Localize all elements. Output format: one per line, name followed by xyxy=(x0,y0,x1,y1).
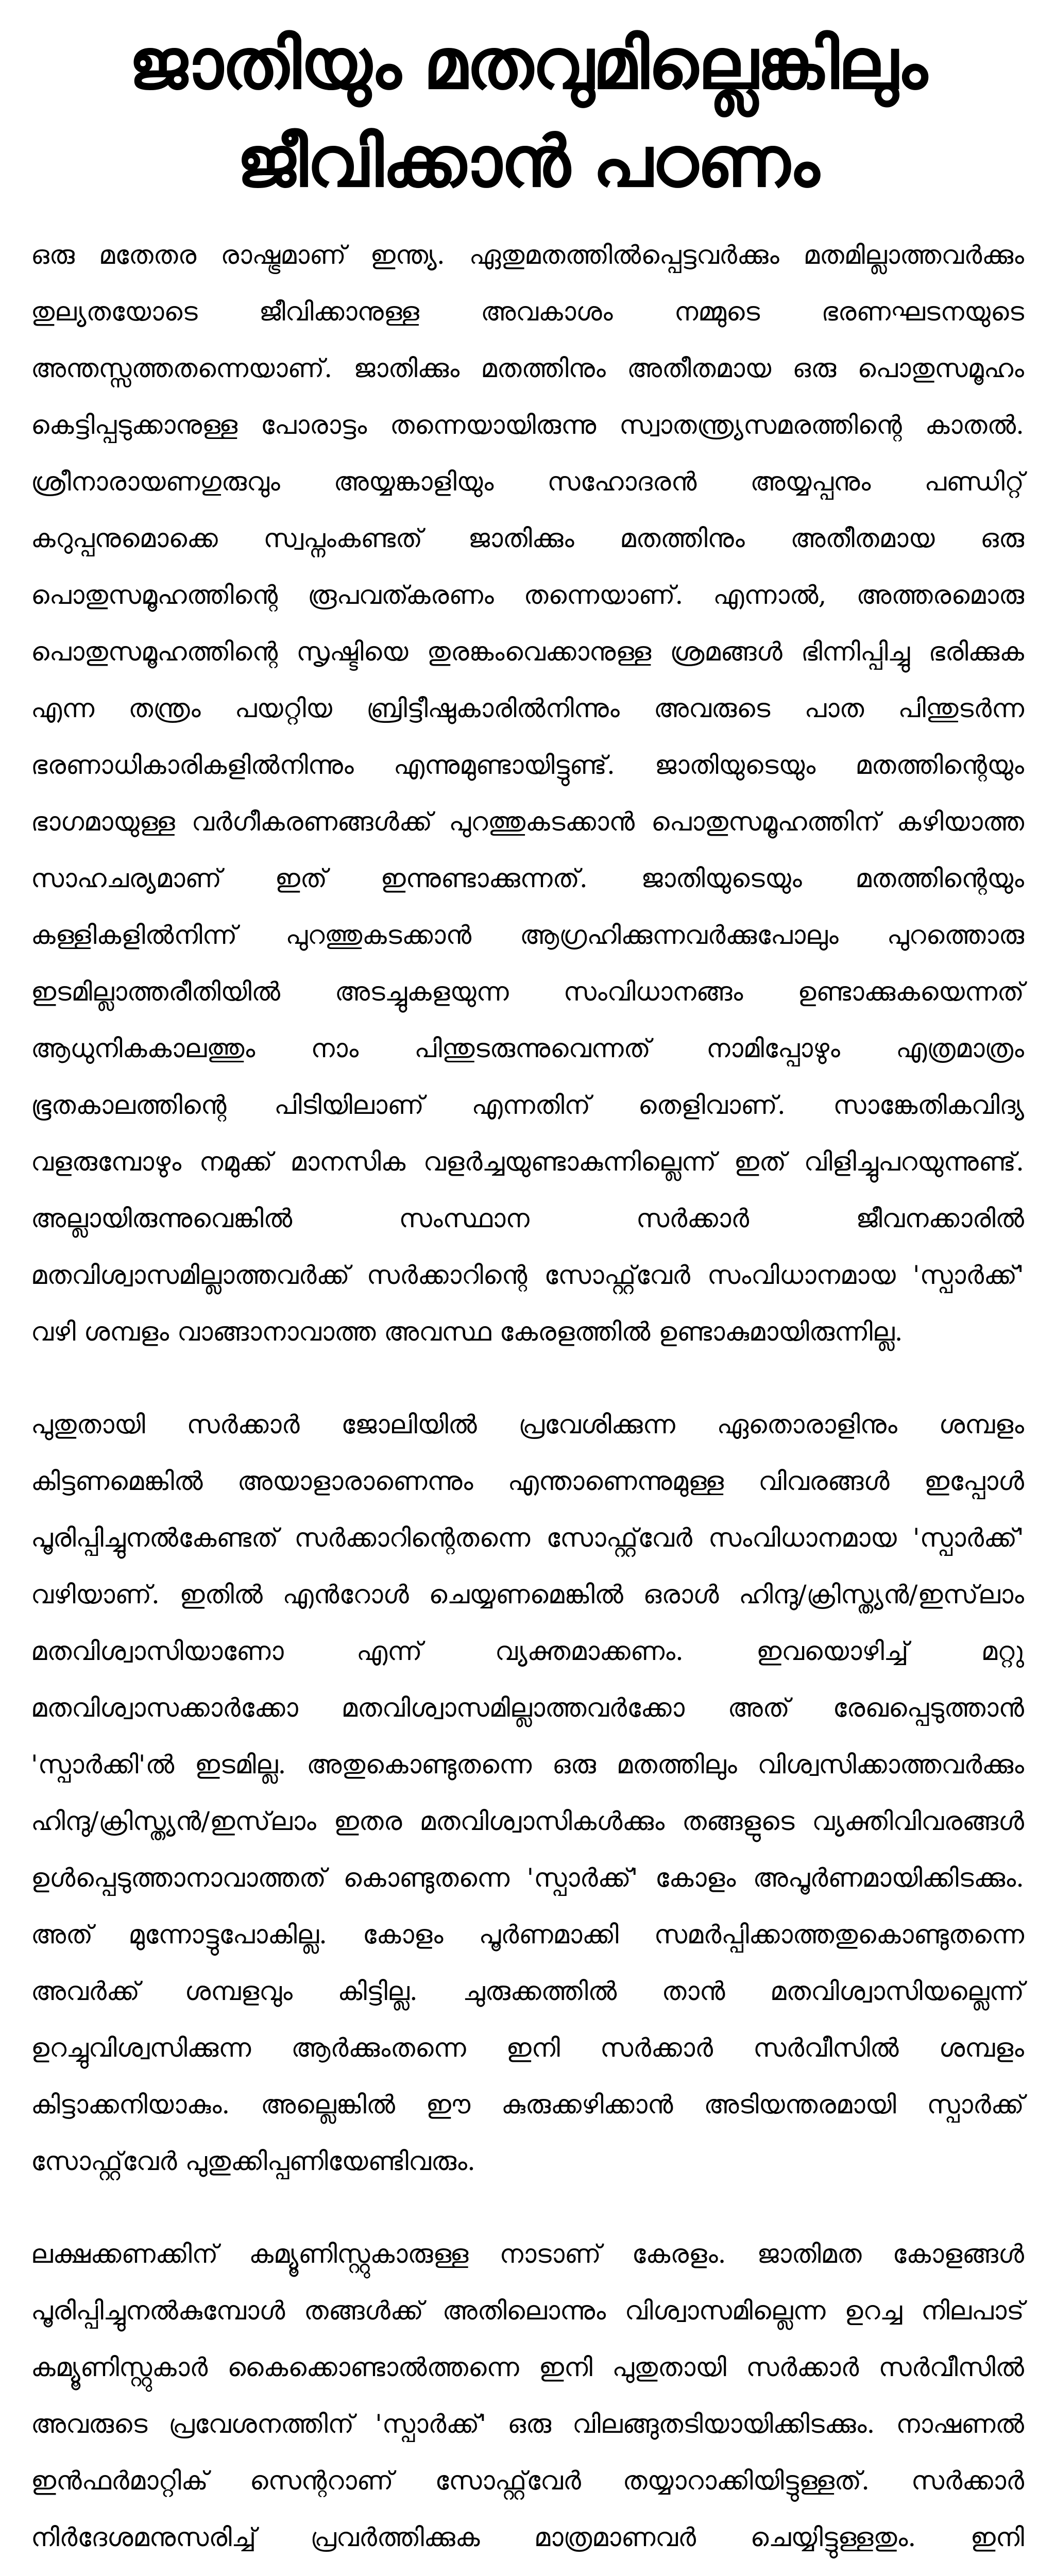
paragraph-2: പുതുതായി സർക്കാർ ജോലിയിൽ പ്രവേശിക്കുന്ന ഏതൊരാളിനും ശമ്പളം കിട്ടണമെങ്കിൽ അയാളാരാണെന്നും എന്താണെന്നുമുള്ള വിവരങ്ങൾ ഇപ്പോൾ പൂരിപ്പിച്ചുനൽകേണ്ടത് സർക്കാറിന്റെതന്നെ സോഫ്റ്റ്‌വേർ സംവിധാനമായ 'സ്പാർക്ക്' വഴിയാണ്. ഇതിൽ എൻറോൾ ചെയ്യണമെങ്കിൽ ഒരാൾ ഹിന്ദു/ക്രിസ്ത്യൻ/ഇസ്‌ലാം മതവിശ്വാസിയാണോ എന്ന് വ്യക്തമാക്കണം. ഇവയൊഴിച്ച് മറ്റു മതവിശ്വാസക്കാർക്കോ മതവിശ്വാസമില്ലാത്തവർക്കോ അത് രേഖപ്പെടുത്താൻ 'സ്പാർക്കി'ൽ ഇടമില്ല. അതുകൊണ്ടുതന്നെ ഒരു മതത്തിലും വിശ്വസിക്കാത്തവർക്കും ഹിന്ദു/ക്രിസ്ത്യൻ/ഇസ്‌ലാം ഇതര മതവിശ്വാസികൾക്കും തങ്ങളുടെ വ്യക്തിവിവരങ്ങൾ ഉൾപ്പെടുത്താനാവാത്തത് കൊണ്ടുതന്നെ 'സ്പാർക്ക്' കോളം അപൂർണമായിക്കിടക്കും. അത് മുന്നോട്ടുപോകില്ല. കോളം പൂർണമാക്കി സമർപ്പിക്കാത്തതുകൊണ്ടുതന്നെ അവർക്ക് ശമ്പളവും കിട്ടില്ല. ചുരുക്കത്തിൽ താൻ മതവിശ്വാസിയല്ലെന്ന് ഉറച്ചുവിശ്വസിക്കുന്ന ആർക്കുംതന്നെ ഇനി സർക്കാർ സർവീസിൽ ശമ്പളം കിട്ടാക്കനിയാകും. അല്ലെങ്കിൽ ഈ കുരുക്കഴിക്കാൻ അടിയന്തരമായി സ്പാർക്ക് സോഫ്റ്റ്‌വേർ പുതുക്കിപ്പണിയേണ്ടിവരും. xyxy=(31,1410,1024,2176)
headline-line-2: ജീവിക്കാൻ പഠണം xyxy=(236,122,819,203)
article-body xyxy=(31,227,1024,2576)
paragraph-1: ഒരു മതേതര രാഷ്ട്രമാണ് ഇന്ത്യ. ഏതുമതത്തിൽപ്പെട്ടവർക്കും മതമില്ലാത്തവർക്കും തുല്യതയോടെ ജീവിക്കാനുള്ള അവകാശം നമ്മുടെ ഭരണഘടനയുടെ അന്തസ്സത്തതന്നെയാണ്. ജാതിക്കും മതത്തിനും അതീതമായ ഒരു പൊതുസമൂഹം കെട്ടിപ്പടുക്കാനുള്ള പോരാട്ടം തന്നെയായിരുന്നു സ്വാതന്ത്ര്യസമരത്തിന്റെ കാതൽ. ശ്രീനാരായണഗുരുവും അയ്യങ്കാളിയും സഹോദരൻ അയ്യപ്പനും പണ്ഡിറ്റ് കറുപ്പനുമൊക്കെ സ്വപ്നംകണ്ടത് ജാതിക്കും മതത്തിനും അതീതമായ ഒരു പൊതുസമൂഹത്തിന്റെ രൂപവത്കരണം തന്നെയാണ്. എന്നാൽ, അത്തരമൊരു പൊതുസമൂഹത്തിന്റെ സൃഷ്ടിയെ തുരങ്കംവെക്കാനുള്ള ശ്രമങ്ങൾ ഭിന്നിപ്പിച്ചു ഭരിക്കുക എന്ന തന്ത്രം പയറ്റിയ ബ്രിട്ടീഷുകാരിൽനിന്നും അവരുടെ പാത പിന്തുടർന്ന ഭരണാധികാരികളിൽനിന്നും എന്നുമുണ്ടായിട്ടുണ്ട്. ജാതിയുടെയും മതത്തിന്റെയും ഭാഗമായുള്ള വർഗീകരണങ്ങൾക്ക് പുറത്തുകടക്കാൻ പൊതുസമൂഹത്തിന് കഴിയാത്ത സാഹചര്യമാണ് ഇത് ഇന്നുണ്ടാക്കുന്നത്. ജാതിയുടെയും മതത്തിന്റെയും കള്ളികളിൽനിന്ന് പുറത്തുകടക്കാൻ ആഗ്രഹിക്കുന്നവർക്കുപോലും പുറത്തൊരു ഇടമില്ലാത്തരീതിയിൽ അടച്ചുകളയുന്ന സംവിധാനങ്ങം ഉണ്ടാക്കുകയെന്നത് ആധുനികകാലത്തും നാം പിന്തുടരുന്നുവെന്നത് നാമിപ്പോഴും എത്രമാത്രം ഭൂതകാലത്തിന്റെ പിടിയിലാണ് എന്നതിന് തെളിവാണ്. സാങ്കേതികവിദ്യ വളരുമ്പോഴും നമുക്ക് മാനസിക വളർച്ചയുണ്ടാകുന്നില്ലെന്ന് ഇത് വിളിച്ചുപറയുന്നുണ്ട്. അല്ലായിരുന്നുവെങ്കിൽ സംസ്ഥാന സർക്കാർ ജീവനക്കാരിൽ മതവിശ്വാസമില്ലാത്തവർക്ക് സർക്കാറിന്റെ സോഫ്റ്റ്‌വേർ സംവിധാനമായ 'സ്പാർക്ക്' വഴി ശമ്പളം വാങ്ങാനാവാത്ത അവസ്ഥ കേരളത്തിൽ ഉണ്ടാകുമായിരുന്നില്ല. xyxy=(31,240,1024,1347)
paragraph-3: ലക്ഷക്കണക്കിന് കമ്യൂണിസ്റ്റുകാരുള്ള നാടാണ് കേരളം. ജാതിമത കോളങ്ങൾ പൂരിപ്പിച്ചുനൽകുമ്പോൾ തങ്ങൾക്ക് അതിലൊന്നും വിശ്വാസമില്ലെന്ന ഉറച്ച നിലപാട് കമ്യൂണിസ്റ്റുകാർ കൈക്കൊണ്ടാൽത്തന്നെ ഇനി പുതുതായി സർക്കാർ സർവീസിൽ അവരുടെ പ്രവേശനത്തിന് 'സ്പാർക്ക്' ഒരു വിലങ്ങുതടിയായിക്കിടക്കും. നാഷണൽ ഇൻഫർമാറ്റിക് സെന്ററാണ് സോഫ്റ്റ്‌വേർ തയ്യാറാക്കിയിട്ടുള്ളത്. സർക്കാർ നിർദേശമനുസരിച്ച് പ്രവർത്തിക്കുക മാത്രമാണവർ ചെയ്യിട്ടുള്ളതും. ഇനി xyxy=(31,2239,1024,2552)
headline xyxy=(31,15,1024,211)
headline-line-1: ജാതിയും മതവുമില്ലെങ്കിലും xyxy=(128,24,927,105)
